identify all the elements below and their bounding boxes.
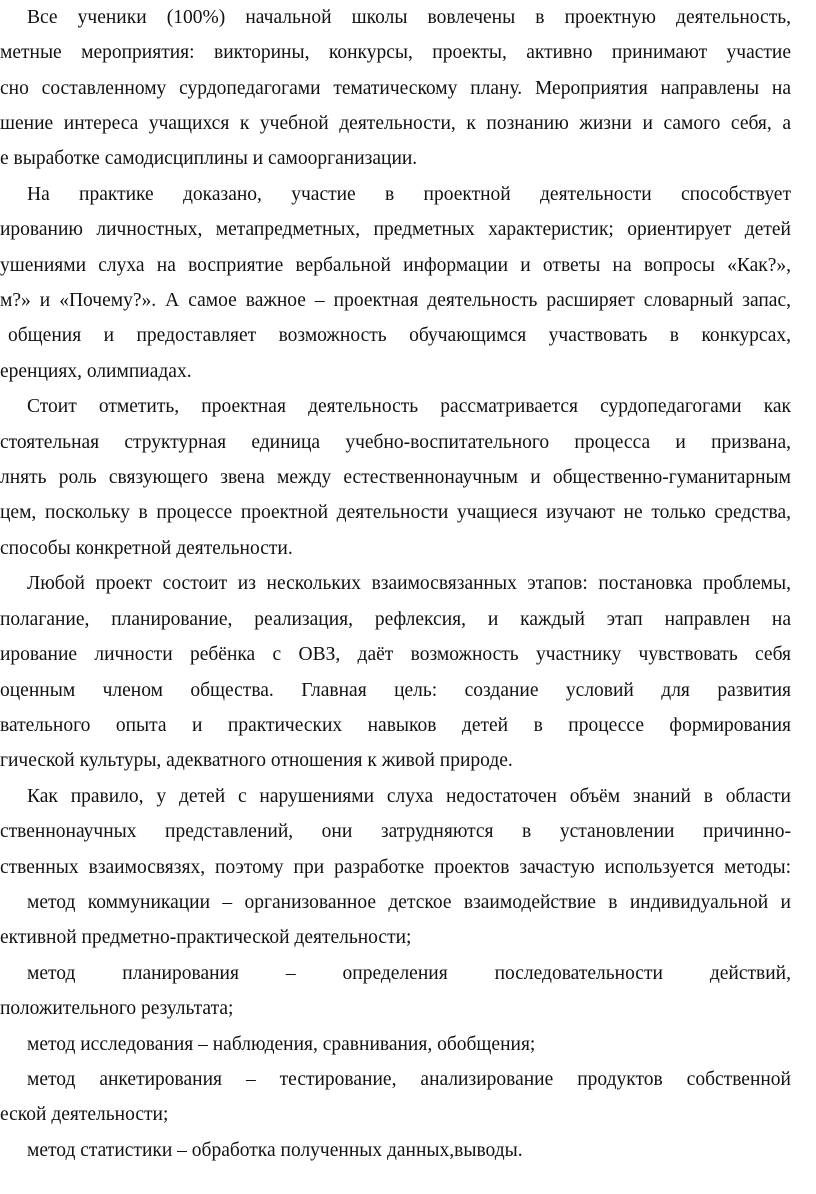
text-line: метод анкетирования – тестирование, анализирование продуктов собственной — [27, 1069, 791, 1090]
text-line: метные мероприятия: викторины, конкурсы, проекты, активно принимают участие — [0, 42, 791, 63]
text-line: ективной предметно-практической деятельности; — [0, 927, 412, 948]
text-line: метод коммуникации – организованное детское взаимодействие в индивидуальной и — [27, 892, 791, 913]
text-line: гической культуры, адекватного отношения к живой природе. — [0, 750, 513, 771]
text-line: цем, поскольку в процессе проектной деятельности учащиеся изучают не только средства, — [0, 502, 791, 523]
text-line: еренциях, олимпиадах. — [0, 361, 192, 382]
text-line: стоятельная структурная единица учебно-воспитательного процесса и призвана, — [0, 432, 791, 453]
text-line: ственных взаимосвязях, поэтому при разработке проектов зачастую используется методы: — [0, 857, 791, 878]
text-line: способы конкретной деятельности. — [0, 538, 293, 559]
text-line: еской деятельности; — [0, 1104, 169, 1125]
text-line: оценным членом общества. Главная цель: создание условий для развития — [0, 680, 791, 701]
text-line: метод статистики – обработка полученных данных,выводы. — [27, 1140, 523, 1161]
text-line: шение интереса учащихся к учебной деятельности, к познанию жизни и самого себя, а — [0, 113, 791, 134]
text-line: общения и предоставляет возможность обучающимся участвовать в конкурсах, — [8, 325, 791, 346]
text-line: На практике доказано, участие в проектной деятельности способствует — [27, 184, 791, 205]
text-line: е выработке самодисциплины и самоорганизации. — [0, 148, 418, 169]
text-line: ирование личности ребёнка с ОВЗ, даёт возможность участнику чувствовать себя — [0, 644, 791, 665]
text-line: метод планирования – определения последовательности действий, — [27, 963, 791, 984]
text-line: Как правило, у детей с нарушениями слуха недостаточен объём знаний в области — [27, 786, 791, 807]
text-line: полагание, планирование, реализация, рефлексия, и каждый этап направлен на — [0, 609, 791, 630]
text-line: Все ученики (100%) начальной школы вовлечены в проектную деятельность, — [27, 7, 791, 28]
text-line: ственнонаучных представлений, они затрудняются в установлении причинно- — [0, 821, 791, 842]
text-line: Любой проект состоит из нескольких взаимосвязанных этапов: постановка проблемы, — [27, 573, 791, 594]
text-line: м?» и «Почему?». А самое важное – проектная деятельность расширяет словарный запас, — [0, 290, 791, 311]
text-line: вательного опыта и практических навыков детей в процессе формирования — [0, 715, 791, 736]
text-line: метод исследования – наблюдения, сравнивания, обобщения; — [27, 1034, 536, 1055]
text-line: ушениями слуха на восприятие вербальной информации и ответы на вопросы «Как?», — [0, 255, 791, 276]
text-line: ированию личностных, метапредметных, предметных характеристик; ориентирует детей — [0, 219, 791, 240]
text-line: Стоит отметить, проектная деятельность рассматривается сурдопедагогами как — [27, 396, 791, 417]
text-line: сно составленному сурдопедагогами тематическому плану. Мероприятия направлены на — [0, 78, 791, 99]
text-line: лнять роль связующего звена между естественнонаучным и общественно-гуманитарным — [0, 467, 791, 488]
text-line: положительного результата; — [0, 998, 234, 1019]
